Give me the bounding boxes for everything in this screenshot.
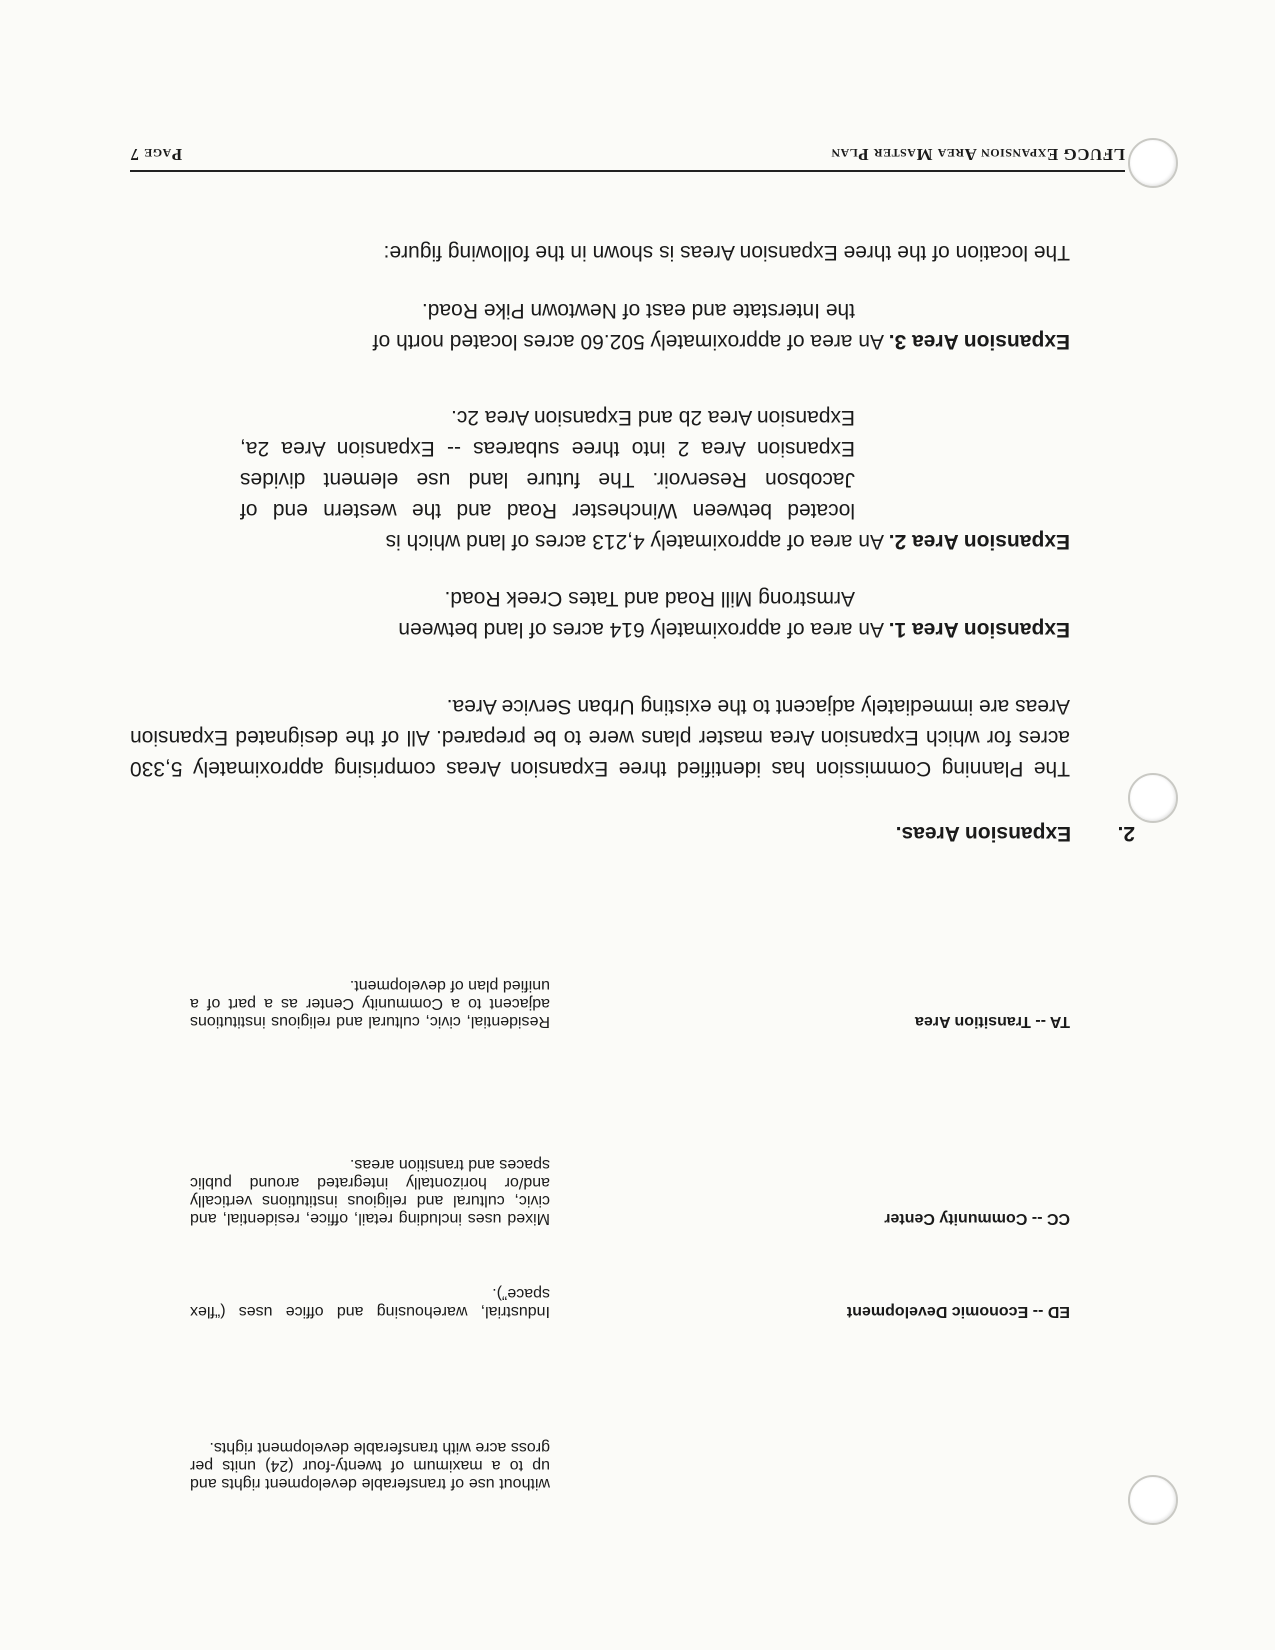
intro-paragraph: The Planning Commission has identified three Expansion Areas comprising approximately 5,330 acres for which Expansion Area master plans were to be prepared. All of the designated Expansion Areas are immediately adjacent to the existing Urban Service Area.	[130, 695, 1070, 780]
area-first-line: An area of approximately 4,213 acres of land which is	[385, 530, 885, 553]
area-label: Expansion Area 3.	[888, 330, 1070, 353]
area-label: Expansion Area 2.	[888, 530, 1070, 553]
header-title: LFUCG Expansion Area Master Plan	[830, 145, 1125, 164]
punch-hole-top	[1128, 1475, 1178, 1525]
punch-hole-middle	[1128, 773, 1178, 823]
definition-description: Residential, civic, cultural and religious institutions adjacent to a Community Center as a part of a unified plan of development.	[190, 977, 550, 1030]
definition-term: CC -- Community Center	[884, 1210, 1070, 1227]
area-description: Armstrong Mill Road and Tates Creek Road.	[444, 587, 855, 610]
definition-term: ED -- Economic Development	[846, 1303, 1070, 1320]
area-description: located between Winchester Road and the western end of Jacobson Reservoir. The future land use element divides Expansion Area 2 into three subareas -- Expansion Area 2a, Expansion Area 2b and Expansion Area 2c.	[240, 406, 855, 522]
definition-description: Industrial, warehousing and office uses (“flex space”).	[190, 1285, 550, 1320]
section-title: Expansion Areas.	[895, 822, 1072, 845]
area-first-line: An area of approximately 614 acres of land between	[398, 618, 885, 641]
expansion-area-3	[190, 295, 1070, 357]
area-description: the Interstate and east of Newtown Pike Road.	[421, 299, 855, 322]
expansion-area-1	[190, 583, 1070, 645]
area-label: Expansion Area 1.	[888, 618, 1070, 641]
area-first-line: An area of approximately 502.60 acres located north of	[372, 330, 885, 353]
continued-text: without use of transferable development rights and up to a maximum of twenty-four (24) units per gross acre with transferable development rights.	[190, 1439, 550, 1492]
punch-hole-bottom	[1128, 138, 1178, 188]
closing-paragraph: The location of the three Expansion Areas is shown in the following figure:	[383, 241, 1070, 264]
section-number: 2.	[1117, 822, 1135, 845]
definition-description: Mixed uses including retail, office, residential, and civic, cultural and religious institutions vertically and/or horizontally integrated around public spaces and transition areas.	[190, 1156, 550, 1227]
header-page-number: Page 7	[130, 145, 183, 164]
definition-term: TA -- Transition Area	[915, 1013, 1070, 1030]
page-header	[130, 145, 1125, 172]
section-heading	[896, 821, 1135, 845]
expansion-area-2	[190, 402, 1070, 557]
